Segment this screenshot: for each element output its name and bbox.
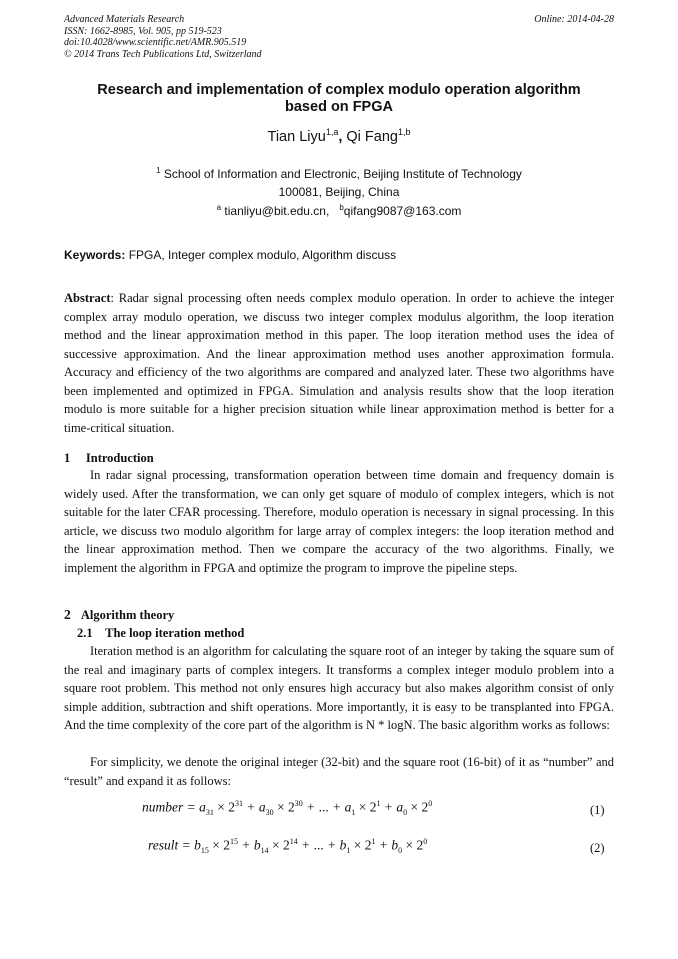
section-2-1-paragraph-1: Iteration method is an algorithm for calculating the square root of an integer by taking the square sum of the real and imaginary parts of complex integers. It transforms a complex integer modulo problem into a square root problem. This method not only ensures high accuracy but also makes algorithm consist of only simple addition, subtraction and shift operations. More importantly, it is easy to be transplanted into FPGA. And the time complexity of the core part of the algorithm is N * logN. The basic algorithm works as follows: (64, 644, 614, 732)
equation-2-number: (2) (590, 841, 605, 855)
section-1-text: In radar signal processing, transformation operation between time domain and frequency domain is widely used. After the transformation, we can only get square of modulo of complex integers, which is not suitable for the later CFAR processing. Therefore, modulo operation is necessary in signal processing. In this article, we discuss two modulo algorithm for large array of complex integers: the loop iteration method and the linear approximation method. Then we compare the accuracy of the two algorithms. Finally, we implement the algorithm in FPGA and optimize the program to improve the pipeline steps. (64, 468, 614, 575)
paper-title (64, 82, 614, 116)
author-list: Tian Liyu$^{1,a}$, Qi Fang$^{1,b}$ (267, 127, 411, 145)
keywords-text: FPGA, Integer complex modulo, Algorithm discuss (128, 248, 397, 262)
equation-1-number: (1) (590, 803, 605, 817)
affiliation-line-1: $^1$ School of Information and Electronic, Beijing Institute of Technology (156, 166, 522, 181)
publication-header (64, 14, 262, 60)
equation-1: number = $a_{31} \times 2^{31} + a_{30} \times 2^{30}$ + ... + $a_1 \times 2^1 + a_0 \times 2^0$ (142, 799, 433, 818)
keywords (64, 248, 396, 262)
section-2-heading: 2 Algorithm theory (64, 607, 175, 622)
keywords-label: Keywords: (64, 248, 126, 262)
email-line: $^a$ tianliyu@bit.edu.cn, $^b$qifang9087@163.com (216, 203, 462, 218)
affiliation-line-2: 100081, Beijing, China (278, 185, 400, 199)
email-b: qifang9087@163.com (343, 204, 462, 218)
abstract (64, 289, 614, 437)
title-line-1: Research and implementation of complex modulo operation algorithm (97, 82, 581, 98)
journal-name: Advanced Materials Research (64, 14, 185, 25)
author-1-affil: 1,a (325, 127, 339, 137)
author-2-affil: 1,b (397, 127, 411, 137)
abstract-text: : Radar signal processing often needs complex modulo operation. In order to achieve the integer complex array modulo operation, we discuss two integer complex modulus algorithm, the loop iteration method and the linear approximation method in this paper. The loop iteration method uses the idea of successive approximation. And the linear approximation method uses another approximation formula. Accuracy and efficiency of the two algorithms are compared and analyzed later. These two algorithms have been implemented and optimized in FPGA. Simulation and analysis results show that the loop iteration modulo is more suitable for a higher precision situation while linear approximation method is better for a time-critical situation. (64, 291, 614, 435)
section-2-1-paragraph-2: For simplicity, we denote the original integer (32-bit) and the square root (16-bit) of it as “number” and “result” and expand it as follows: (64, 755, 614, 788)
online-date: Online: 2014-04-28 (534, 14, 614, 25)
email-a: tianliyu@bit.edu.cn, (224, 204, 330, 218)
section-1-heading: 1 Introduction (64, 451, 154, 465)
doi-line: doi:10.4028/www.scientific.net/AMR.905.519 (64, 37, 247, 48)
equation-2: result = $b_{15} \times 2^{15} + b_{14} \times 2^{14}$ + ... + $b_1 \times 2^1 + b_0 \times 2^0$ (148, 837, 428, 856)
author-1: Tian Liyu (267, 128, 326, 145)
title-line-2: based on FPGA (285, 99, 393, 115)
abstract-label: Abstract (64, 291, 111, 305)
copyright-line: © 2014 Trans Tech Publications Ltd, Switzerland (64, 48, 262, 60)
section-2-1-heading: 2.1 The loop iteration method (77, 626, 245, 640)
author-2: Qi Fang (346, 128, 398, 145)
issn-line: ISSN: 1662-8985, Vol. 905, pp 519-523 (64, 25, 222, 37)
